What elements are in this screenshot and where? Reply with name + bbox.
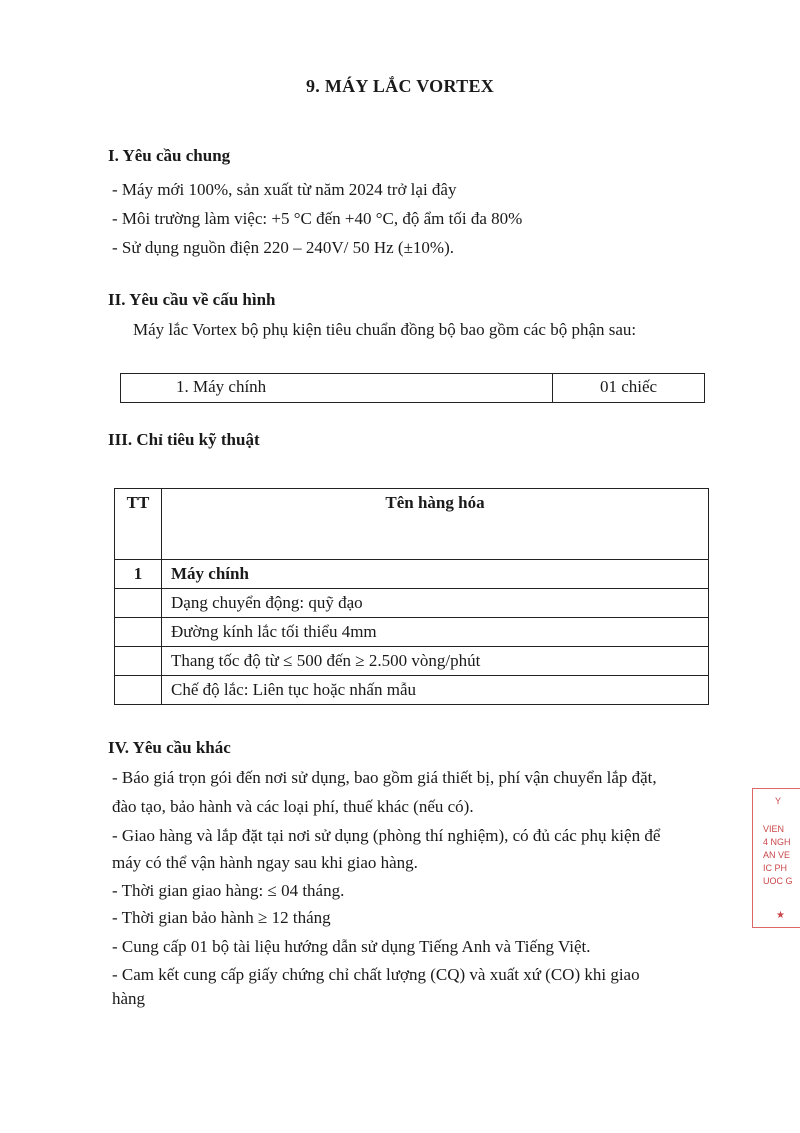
spec-row-name: Đường kính lắc tối thiểu 4mm <box>162 618 709 647</box>
spec-row-tt <box>115 647 162 676</box>
section-1-item: - Máy mới 100%, sản xuất từ năm 2024 trở lại đây <box>112 180 457 199</box>
config-item: 1. Máy chính <box>121 374 553 402</box>
section-4-line: - Thời gian giao hàng: ≤ 04 tháng. <box>112 881 345 900</box>
table-row <box>115 676 709 705</box>
star-icon: ★ <box>776 910 785 921</box>
spec-col-name: Tên hàng hóa <box>162 489 709 560</box>
section-4-line: - Cung cấp 01 bộ tài liệu hướng dẫn sử dụng Tiếng Anh và Tiếng Việt. <box>112 937 591 956</box>
spec-row-tt <box>115 676 162 705</box>
section-4-line: máy có thể vận hành ngay sau khi giao hàng. <box>112 853 418 872</box>
spec-row-tt <box>115 618 162 647</box>
document-title: 9. MÁY LẮC VORTEX <box>305 76 495 96</box>
table-row <box>115 618 709 647</box>
section-1-item: - Môi trường làm việc: +5 °C đến +40 °C, độ ẩm tối đa 80% <box>112 209 523 228</box>
section-2-intro: Máy lắc Vortex bộ phụ kiện tiêu chuẩn đồng bộ bao gồm các bộ phận sau: <box>133 320 637 339</box>
spec-col-tt: TT <box>115 489 162 560</box>
config-table <box>120 373 705 403</box>
section-4-line: hàng <box>112 989 146 1008</box>
config-quantity: 01 chiếc <box>599 377 658 396</box>
section-4-line: đào tạo, bảo hành và các loại phí, thuế khác (nếu có). <box>112 797 474 816</box>
spec-row-name: Chế độ lắc: Liên tục hoặc nhấn mẫu <box>162 676 709 705</box>
section-1-heading: I. Yêu cầu chung <box>108 146 231 165</box>
section-1-item: - Sử dụng nguồn điện 220 – 240V/ 50 Hz (±10%). <box>112 238 454 257</box>
stamp-text: VIEN <box>763 824 785 834</box>
spec-row-tt: 1 <box>115 560 162 589</box>
spec-row-name: Dạng chuyển động: quỹ đạo <box>162 589 709 618</box>
stamp-text: IC PH <box>763 863 788 873</box>
section-3-heading: III. Chỉ tiêu kỹ thuật <box>108 430 260 449</box>
section-4-line: - Cam kết cung cấp giấy chứng chỉ chất lượng (CQ) và xuất xứ (CO) khi giao <box>112 965 640 984</box>
section-4-line: - Thời gian bảo hành ≥ 12 tháng <box>112 908 331 927</box>
stamp-text: AN VE <box>763 850 791 860</box>
red-stamp <box>752 788 800 928</box>
table-row <box>115 560 709 589</box>
section-2-heading: II. Yêu cầu về cấu hình <box>108 290 276 309</box>
stamp-text: Y <box>775 796 782 806</box>
section-4-line: - Giao hàng và lắp đặt tại nơi sử dụng (phòng thí nghiệm), có đủ các phụ kiện để <box>112 826 661 845</box>
spec-table <box>114 488 709 705</box>
table-row <box>115 589 709 618</box>
stamp-text: 4 NGH <box>763 837 791 847</box>
spec-row-tt <box>115 589 162 618</box>
spec-row-name: Máy chính <box>162 560 709 589</box>
section-4-heading: IV. Yêu cầu khác <box>108 738 231 757</box>
table-row <box>115 647 709 676</box>
spec-row-name: Thang tốc độ từ ≤ 500 đến ≥ 2.500 vòng/phút <box>162 647 709 676</box>
section-4-line: - Báo giá trọn gói đến nơi sử dụng, bao gồm giá thiết bị, phí vận chuyển lắp đặt, <box>112 768 657 787</box>
stamp-text: UOC G <box>763 876 793 886</box>
spec-table-header <box>115 489 709 560</box>
